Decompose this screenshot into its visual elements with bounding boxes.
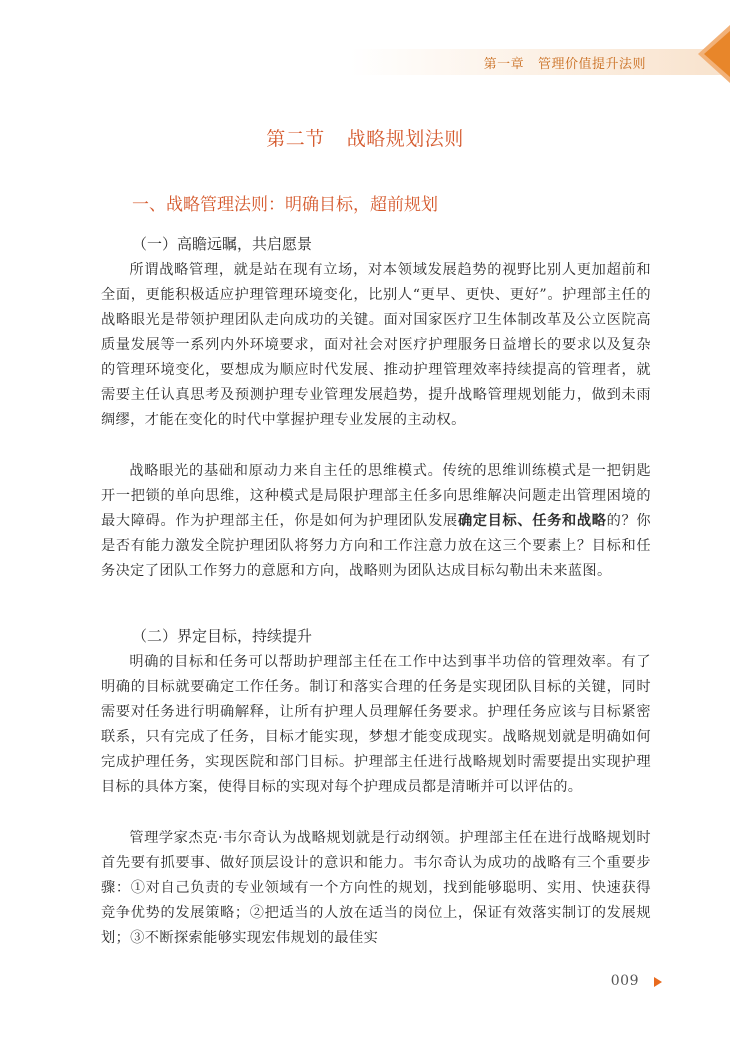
section-number: 第二节	[266, 128, 325, 150]
paragraph-2-bold: 确定目标、任务和战略	[457, 513, 607, 529]
paragraph-1: 所谓战略管理，就是站在现有立场，对本领域发展趋势的视野比别人更加超前和全面，更能积极适应护理管理环境变化，比别人“更早、更快、更好”。护理部主任的战略眼光是带领护理团队走向成功的关键。面对国家医疗卫生体制改革及公立医院高质量发展等一系列内外环境要求，面对社会对医疗护理服务日益增长的要求以及复杂的管理环境变化，要想成为顺应时代发展、推动护理管理效率持续提高的管理者，就需要主任认真思考及预测护理专业管理发展趋势，提升战略管理规划能力，做到未雨绸缪，才能在变化的时代中掌握护理专业发展的主动权。	[101, 262, 651, 428]
page-arrow-icon	[654, 977, 662, 987]
paragraph-2-text-b: 的？你是否有能力激发全院护理团队将努力方向和工作注意力放在这三个要素上？目标和任务决定了团队工作努力的意愿和方向，战略则为团队达成目标勾勒出未来蓝图。	[101, 513, 651, 579]
chapter-title: 管理价值提升法则	[537, 57, 646, 72]
paragraph-2	[101, 459, 651, 584]
chapter-number: 第一章	[483, 57, 525, 72]
subheading-1: （一）高瞻远瞩，共启愿景	[132, 235, 313, 253]
corner-tab-decoration	[690, 25, 730, 83]
paragraph-2-text-a: 战略眼光的基础和原动力来自主任的思维模式。传统的思维训练模式是一把钥匙开一把锁的单向思维，这种模式是局限护理部主任多向思维解决问题走出管理困境的最大障碍。作为护理部主任，你是如何为护理团队发展	[101, 463, 651, 529]
section-name: 战略规划法则	[346, 128, 464, 150]
page-number: 009	[610, 973, 639, 989]
paragraph-4: 管理学家杰克·韦尔奇认为战略规划就是行动纲领。护理部主任在进行战略规划时首先要有抓要事、做好顶层设计的意识和能力。韦尔奇认为成功的战略有三个重要步骤：①对自己负责的专业领域有一个方向性的规划，找到能够聪明、实用、快速获得竞争优势的发展策略；②把适当的人放在适当的岗位上，保证有效落实制订的发展规划；③不断探索能够实现宏伟规划的最佳实	[101, 830, 651, 946]
subheading-2: （二）界定目标，持续提升	[132, 627, 313, 645]
heading-level-1: 一、战略管理法则：明确目标，超前规划	[132, 195, 438, 215]
section-title	[0, 124, 730, 151]
running-header	[484, 53, 646, 72]
paragraph-3: 明确的目标和任务可以帮助护理部主任在工作中达到事半功倍的管理效率。有了明确的目标就要确定工作任务。制订和落实合理的任务是实现团队目标的关键，同时需要对任务进行明确解释，让所有护理人员理解任务要求。护理任务应该与目标紧密联系，只有完成了任务，目标才能实现，梦想才能变成现实。战略规划就是明确如何完成护理任务，实现医院和部门目标。护理部主任进行战略规划时需要提出实现护理目标的具体方案，使得目标的实现对每个护理成员都是清晰并可以评估的。	[101, 654, 651, 795]
